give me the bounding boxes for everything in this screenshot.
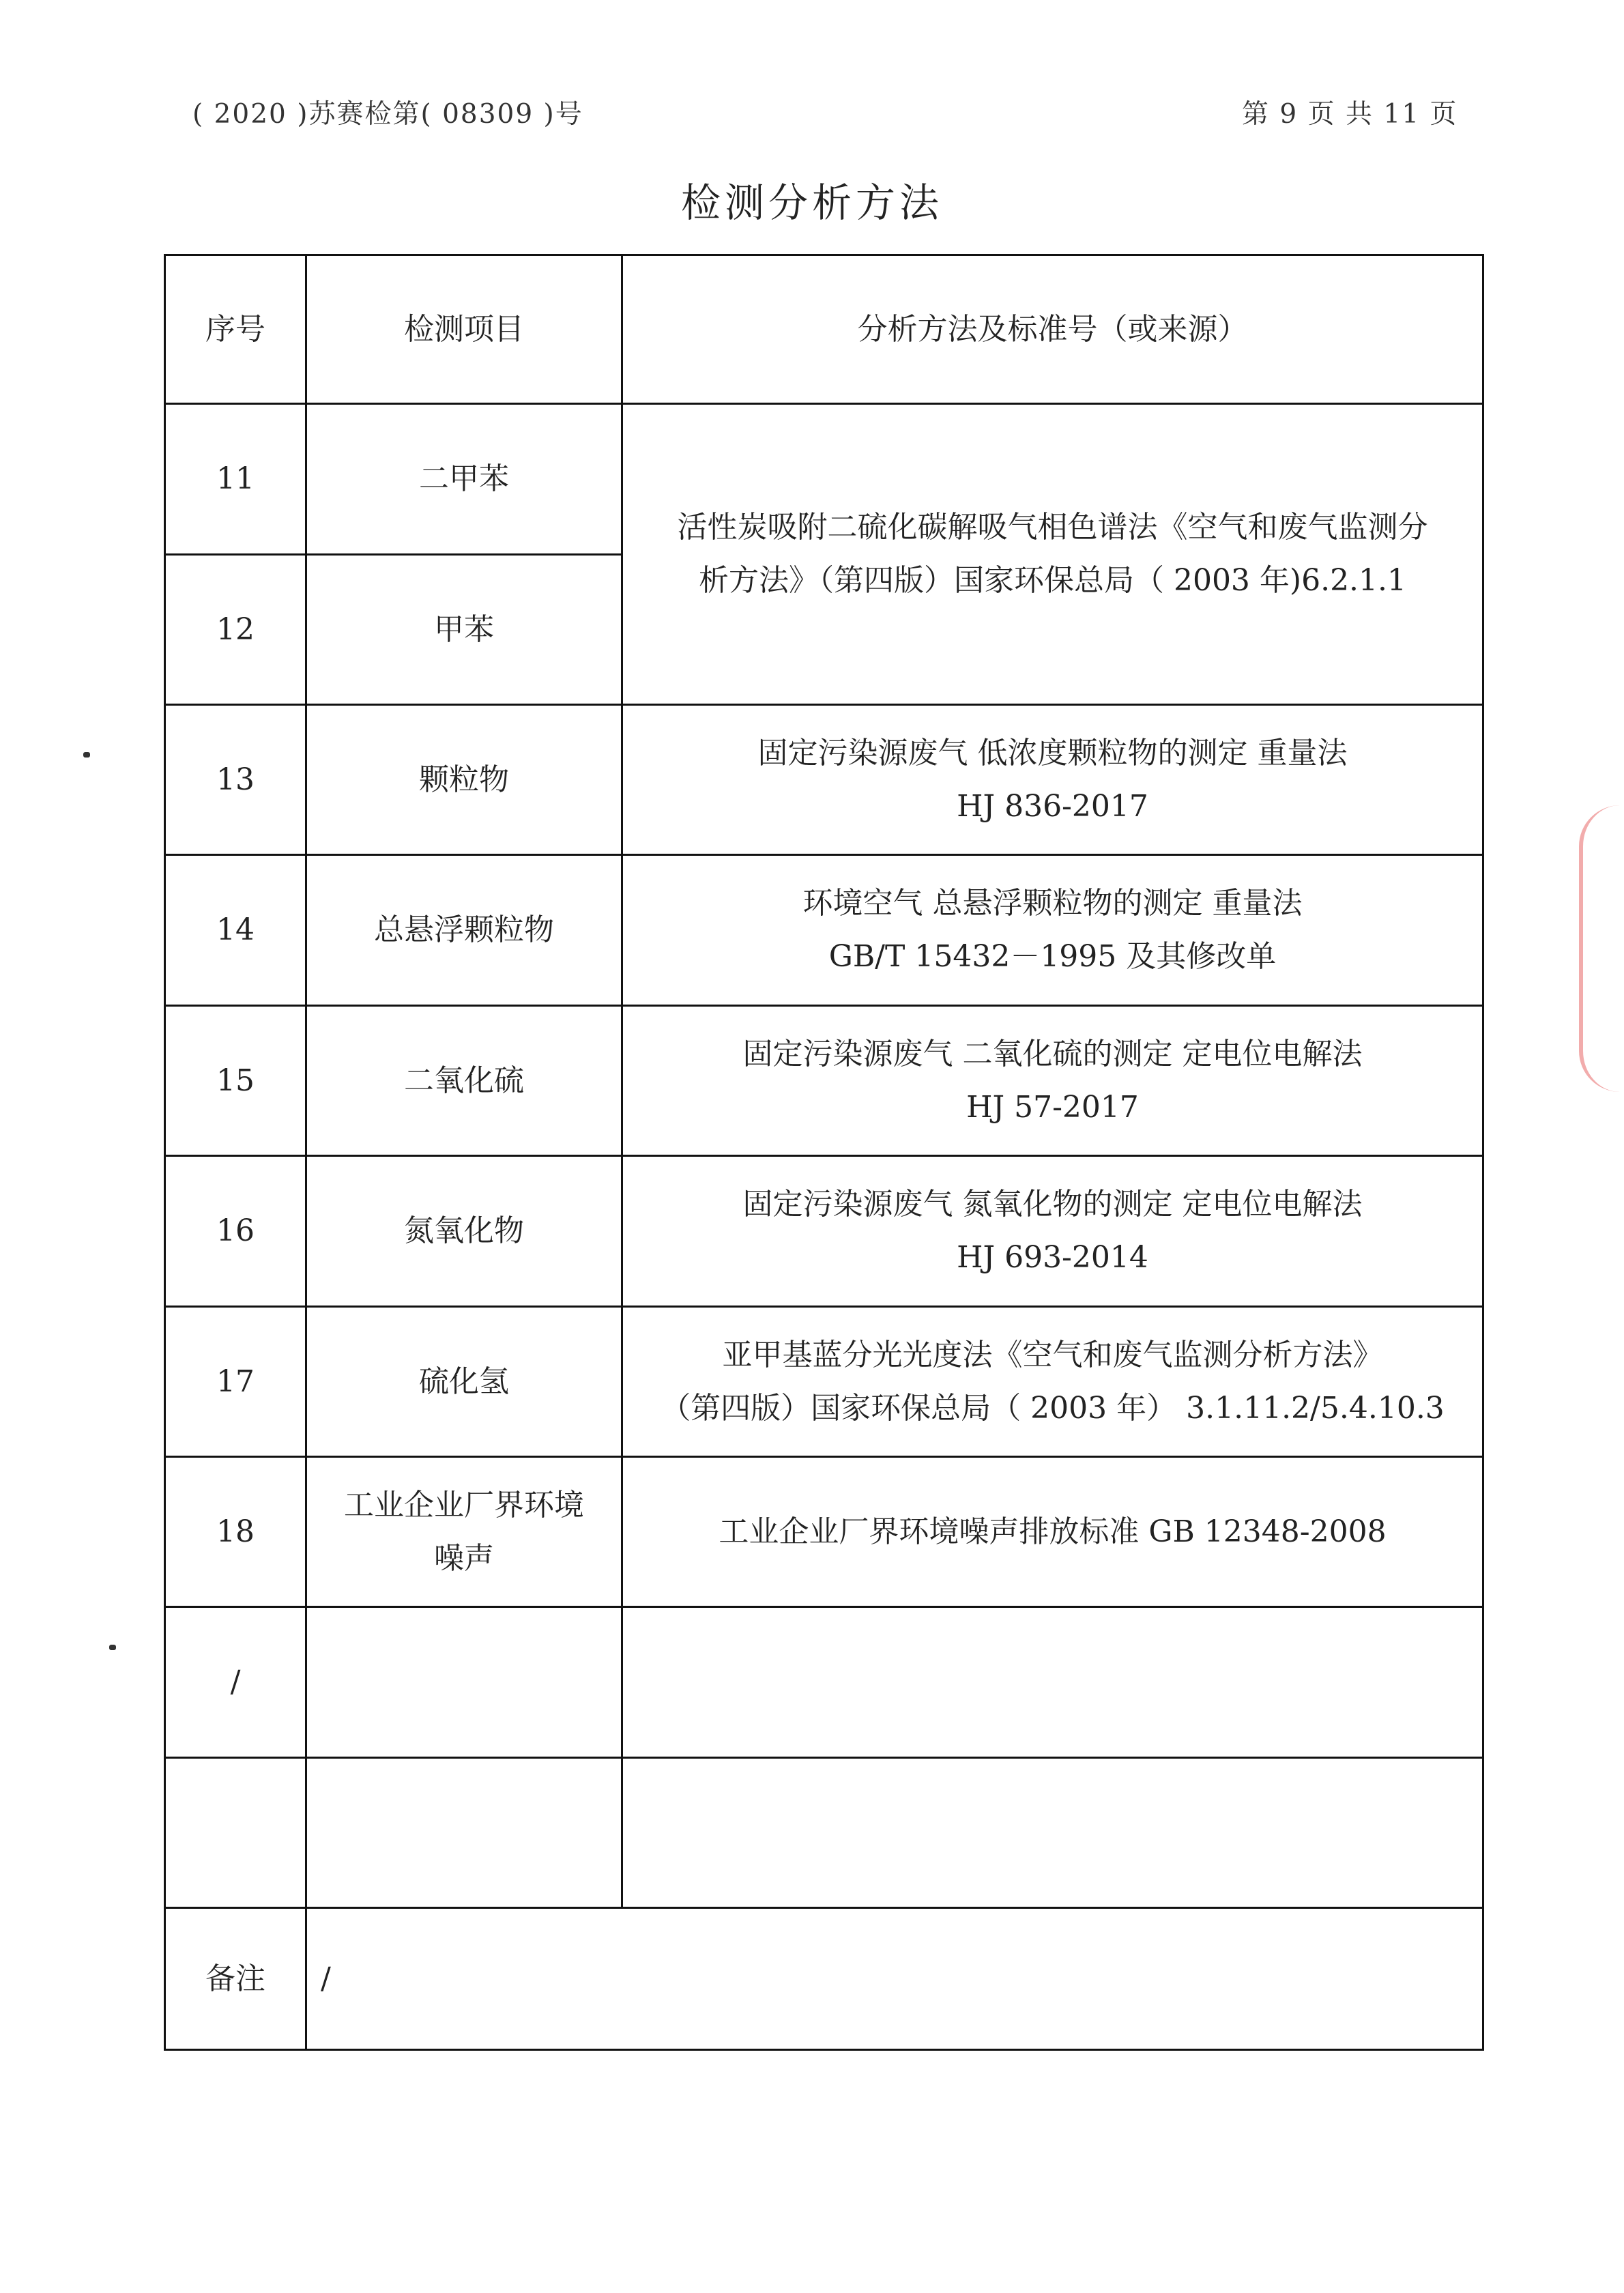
row-18-item: [305, 1456, 623, 1608]
remarks-value: /: [305, 1907, 1484, 2051]
page-info: 第 9 页 共 11 页: [1242, 99, 1458, 130]
row-blank-2-no: [164, 1757, 307, 1909]
row-16-item: 氮氧化物: [305, 1155, 623, 1308]
method-line: HJ 57-2017: [966, 1089, 1139, 1125]
row-blank-2-item: [305, 1757, 623, 1909]
item-line: 噪声: [434, 1540, 494, 1576]
method-line: GB/T 15432－1995 及其修改单: [828, 939, 1277, 974]
row-14-method: [621, 854, 1484, 1007]
row-17-method: [621, 1306, 1484, 1458]
row-13-no: 13: [164, 704, 307, 856]
method-line: 环境空气 总悬浮颗粒物的测定 重量法: [802, 886, 1303, 921]
row-16-no: 16: [164, 1155, 307, 1308]
scan-speck: [109, 1645, 116, 1650]
row-blank-1-no: /: [164, 1606, 307, 1759]
methods-table: [164, 254, 1484, 2051]
red-seal-edge: [1579, 805, 1624, 1092]
row-17-no: 17: [164, 1306, 307, 1458]
row-12-no: 12: [164, 553, 307, 706]
report-number: ( 2020 )苏赛检第( 08309 )号: [192, 99, 583, 130]
method-line: HJ 836-2017: [957, 788, 1148, 824]
row-14-item: 总悬浮颗粒物: [305, 854, 623, 1007]
row-15-method: [621, 1005, 1484, 1157]
row-17-item: 硫化氢: [305, 1306, 623, 1458]
item-line: 工业企业厂界环境: [344, 1487, 584, 1523]
row-11-12-method: [621, 403, 1484, 706]
method-line: 固定污染源废气 二氧化硫的测定 定电位电解法: [742, 1036, 1363, 1071]
row-16-method: [621, 1155, 1484, 1308]
row-11-no: 11: [164, 403, 307, 556]
row-12-item: 甲苯: [305, 553, 623, 706]
row-blank-1-item: [305, 1606, 623, 1759]
col-header-item: 检测项目: [305, 254, 623, 405]
method-line: 固定污染源废气 低浓度颗粒物的测定 重量法: [757, 735, 1348, 770]
row-blank-2-method: [621, 1757, 1484, 1909]
remarks-label: 备注: [164, 1907, 307, 2051]
method-line: 固定污染源废气 氮氧化物的测定 定电位电解法: [742, 1187, 1363, 1222]
row-13-item: 颗粒物: [305, 704, 623, 856]
row-15-item: 二氧化硫: [305, 1005, 623, 1157]
row-18-method: 工业企业厂界环境噪声排放标准 GB 12348-2008: [621, 1456, 1484, 1608]
method-line: 析方法》（第四版）国家环保总局（ 2003 年)6.2.1.1: [698, 563, 1407, 598]
row-15-no: 15: [164, 1005, 307, 1157]
method-line: HJ 693-2014: [957, 1240, 1148, 1275]
col-header-no: 序号: [164, 254, 307, 405]
row-11-item: 二甲苯: [305, 403, 623, 556]
col-header-method: 分析方法及标准号（或来源）: [621, 254, 1484, 405]
scan-speck: [83, 752, 90, 758]
row-18-no: 18: [164, 1456, 307, 1608]
method-line: （第四版）国家环保总局（ 2003 年） 3.1.11.2/5.4.10.3: [661, 1390, 1445, 1426]
page-title: 检测分析方法: [680, 179, 943, 226]
method-line: 活性炭吸附二硫化碳解吸气相色谱法《空气和废气监测分: [677, 510, 1428, 545]
row-14-no: 14: [164, 854, 307, 1007]
method-line: 亚甲基蓝分光光度法《空气和废气监测分析方法》: [722, 1337, 1383, 1372]
row-13-method: [621, 704, 1484, 856]
row-blank-1-method: [621, 1606, 1484, 1759]
